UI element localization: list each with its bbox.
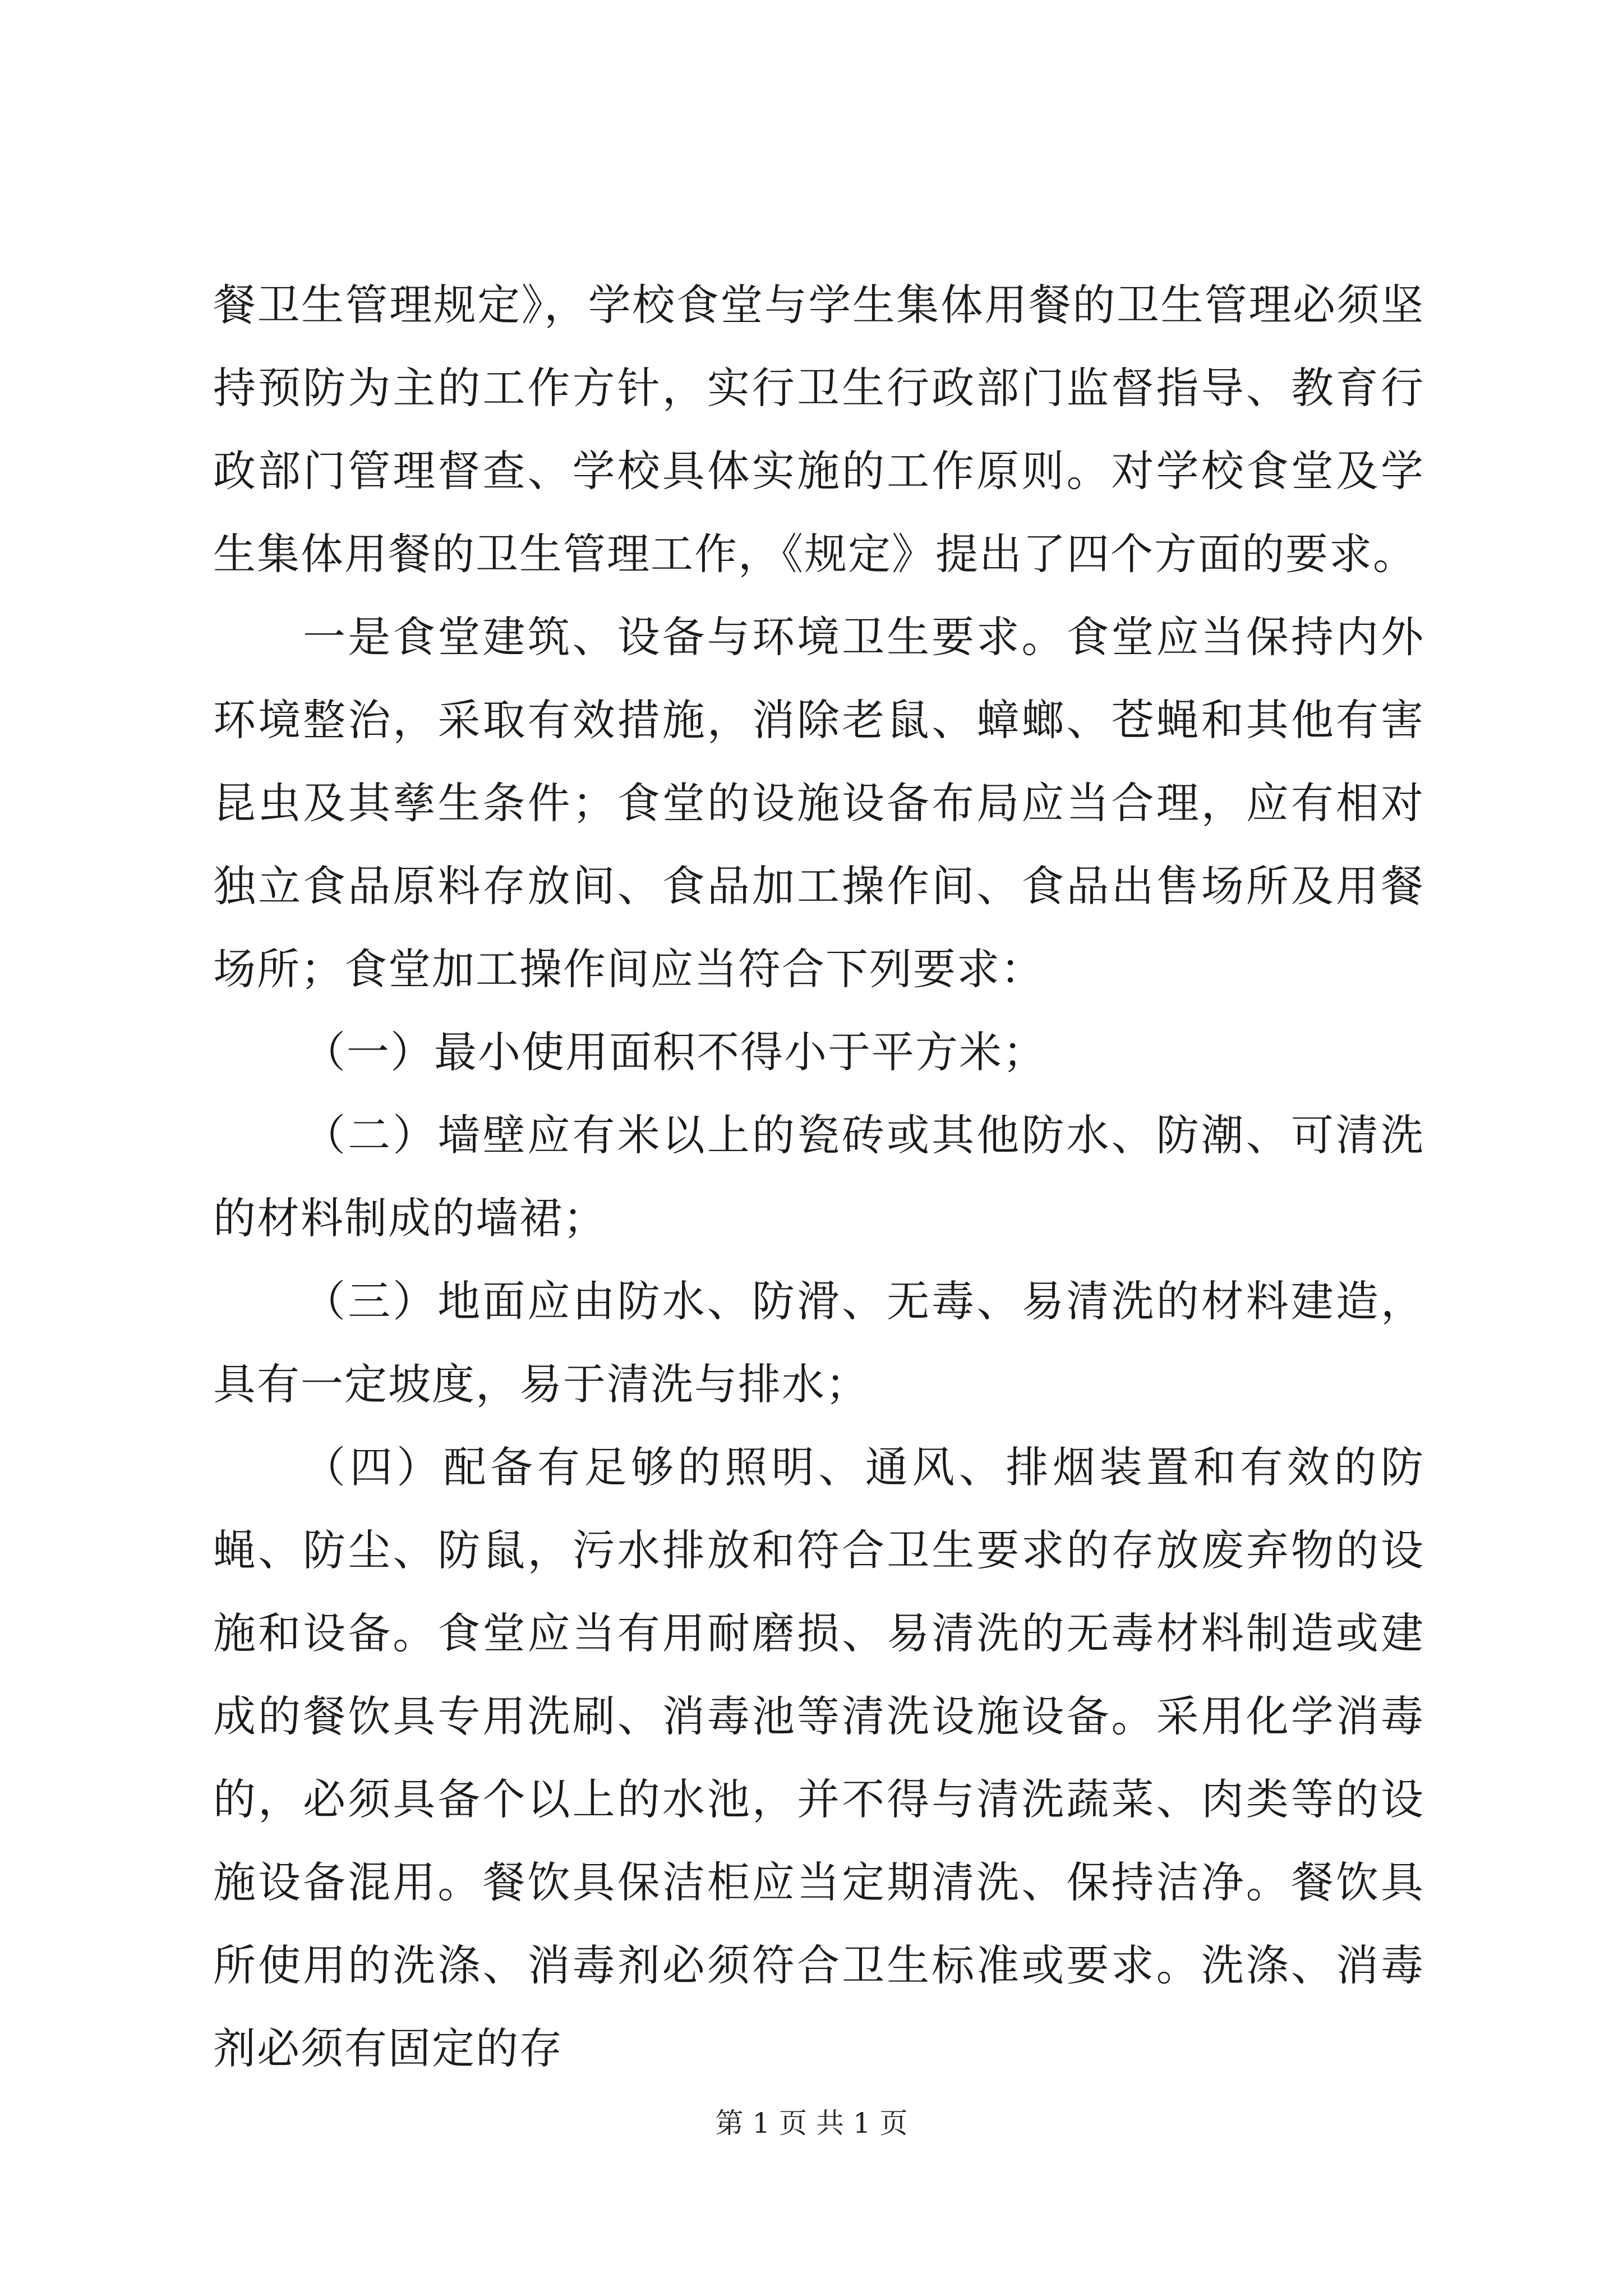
page-footer: 第 1 页 共 1 页 bbox=[715, 2107, 908, 2139]
list-item-4: （四）配备有足够的照明、通风、排烟装置和有效的防蝇、防尘、防鼠，污水排放和符合卫生要求的存放废弃物的设施和设备。食堂应当有用耐磨损、易清洗的无毒材料制造或建成的餐饮具专用洗刷、消毒池等清洗设施设备。采用化学消毒的，必须具备个以上的水池，并不得与清洗蔬菜、肉类等的设施设备混用。餐饮具保洁柜应当定期清洗、保持洁净。餐饮具所使用的洗涤、消毒剂必须符合卫生标准或要求。洗涤、消毒剂必须有固定的存 bbox=[213, 1442, 1424, 2073]
paragraph-continuation: 餐卫生管理规定》，学校食堂与学生集体用餐的卫生管理必须坚持预防为主的工作方针，实行卫生行政部门监督指导、教育行政部门管理督查、学校具体实施的工作原则。对学校食堂及学生集体用餐的卫生管理工作，《规定》提出了四个方面的要求。 bbox=[213, 280, 1424, 579]
list-item-1: （一）最小使用面积不得小于平方米； bbox=[303, 1027, 1046, 1077]
list-item-2: （二）墙壁应有米以上的瓷砖或其他防水、防潮、可清洗的材料制成的墙裙； bbox=[213, 1110, 1424, 1243]
list-item-3: （三）地面应由防水、防滑、无毒、易清洗的材料建造，具有一定坡度，易于清洗与排水； bbox=[213, 1276, 1424, 1409]
paragraph-requirement-one: 一是食堂建筑、设备与环境卫生要求。食堂应当保持内外环境整治，采取有效措施，消除老鼠、蟑螂、苍蝇和其他有害昆虫及其孳生条件；食堂的设施设备布局应当合理，应有相对独立食品原料存放间、食品加工操作间、食品出售场所及用餐场所；食堂加工操作间应当符合下列要求： bbox=[213, 612, 1424, 994]
document-body bbox=[213, 264, 1424, 2090]
